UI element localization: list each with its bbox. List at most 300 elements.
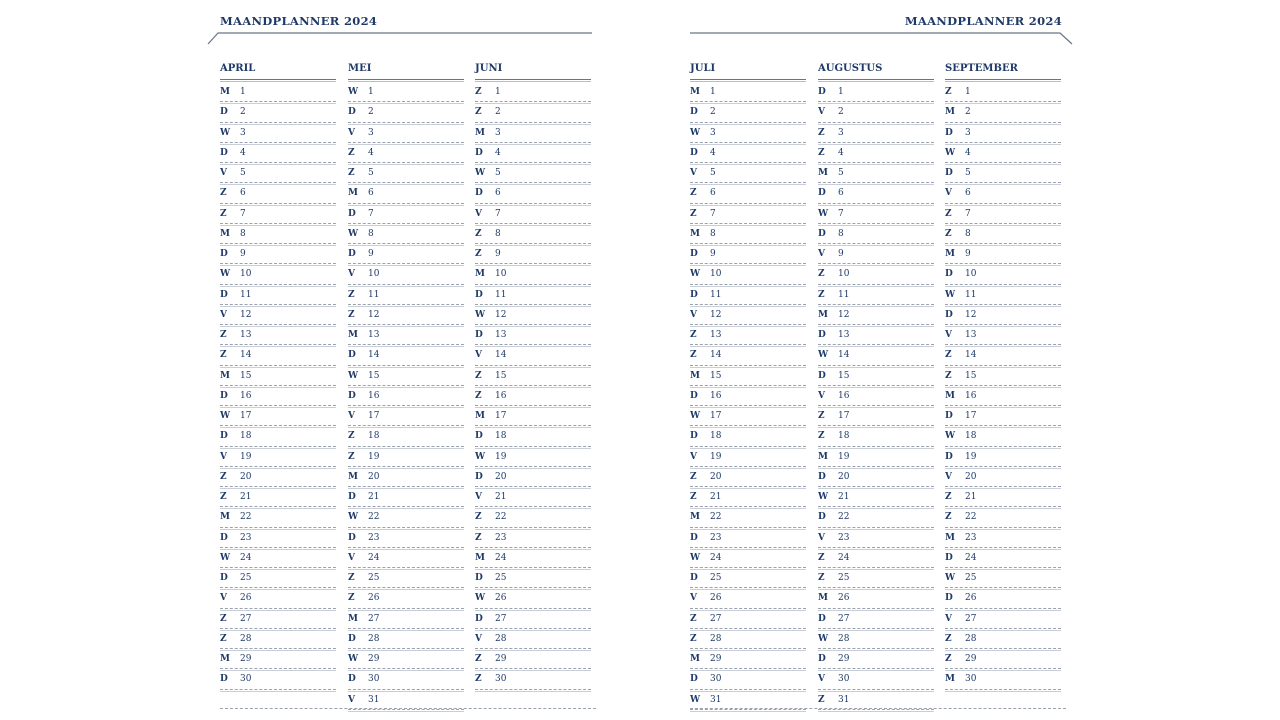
weekday-letter: Z: [220, 330, 227, 340]
day-row[interactable]: [475, 467, 591, 487]
weekday-letter: V: [475, 633, 482, 644]
day-row[interactable]: [818, 163, 934, 183]
day-row[interactable]: [945, 325, 1061, 345]
day-row[interactable]: [818, 406, 934, 426]
day-row[interactable]: [690, 588, 806, 608]
day-row[interactable]: [690, 406, 806, 426]
day-row[interactable]: [348, 305, 464, 325]
weekday-letter: Z: [348, 451, 355, 462]
weekday-letter: W: [475, 451, 486, 462]
day-row[interactable]: [475, 609, 591, 629]
day-row[interactable]: [348, 609, 464, 629]
day-row[interactable]: [945, 487, 1061, 507]
day-row[interactable]: [690, 345, 806, 365]
day-row[interactable]: [348, 102, 464, 122]
day-row[interactable]: [348, 467, 464, 487]
day-row[interactable]: [348, 183, 464, 203]
day-row[interactable]: [818, 447, 934, 467]
day-row[interactable]: [945, 224, 1061, 244]
day-row[interactable]: [220, 528, 336, 548]
weekday-letter: Z: [475, 370, 482, 381]
day-row[interactable]: [818, 285, 934, 305]
day-row[interactable]: [690, 305, 806, 325]
day-row[interactable]: [348, 588, 464, 608]
weekday-letter: D: [475, 330, 483, 340]
day-number: 18: [240, 431, 252, 442]
weekday-letter: D: [220, 431, 228, 442]
day-row[interactable]: [945, 568, 1061, 588]
weekday-letter: D: [475, 431, 483, 442]
weekday-letter: M: [220, 228, 230, 239]
day-row[interactable]: [220, 447, 336, 467]
day-number: 10: [710, 269, 722, 280]
day-row[interactable]: [475, 487, 591, 507]
day-number: 26: [838, 593, 850, 604]
day-row[interactable]: [348, 528, 464, 548]
day-number: 20: [710, 471, 722, 482]
day-number: 1: [838, 87, 844, 97]
day-row[interactable]: [475, 102, 591, 122]
day-row[interactable]: [220, 143, 336, 163]
day-number: 14: [710, 350, 722, 361]
day-number: 11: [368, 289, 380, 300]
day-row[interactable]: [475, 548, 591, 568]
weekday-letter: Z: [348, 593, 355, 604]
day-row[interactable]: [475, 507, 591, 527]
day-row[interactable]: [475, 568, 591, 588]
weekday-letter: D: [690, 147, 698, 158]
day-row[interactable]: [475, 406, 591, 426]
day-number: 30: [240, 674, 252, 685]
day-row[interactable]: [690, 143, 806, 163]
day-row[interactable]: [220, 325, 336, 345]
day-row[interactable]: [220, 345, 336, 365]
day-row[interactable]: [475, 386, 591, 406]
day-row[interactable]: [220, 548, 336, 568]
weekday-letter: D: [945, 411, 953, 421]
day-row[interactable]: [690, 507, 806, 527]
day-number: 2: [495, 107, 501, 118]
day-row[interactable]: [818, 102, 934, 122]
weekday-letter: M: [945, 532, 955, 543]
day-row[interactable]: [348, 224, 464, 244]
day-row[interactable]: [220, 568, 336, 588]
day-row[interactable]: [348, 649, 464, 669]
day-row[interactable]: [818, 204, 934, 224]
day-row[interactable]: [475, 325, 591, 345]
day-row[interactable]: [690, 264, 806, 284]
day-row[interactable]: [348, 123, 464, 143]
day-row[interactable]: [818, 568, 934, 588]
day-row[interactable]: [475, 447, 591, 467]
day-row[interactable]: [818, 325, 934, 345]
day-row[interactable]: [690, 204, 806, 224]
day-number: 5: [368, 168, 374, 178]
day-row[interactable]: [945, 204, 1061, 224]
day-row[interactable]: [945, 528, 1061, 548]
day-number: 9: [495, 249, 501, 259]
day-row[interactable]: [690, 690, 806, 710]
day-row[interactable]: [475, 345, 591, 365]
day-row[interactable]: [220, 406, 336, 426]
day-row[interactable]: [818, 143, 934, 163]
day-row[interactable]: [690, 224, 806, 244]
day-row[interactable]: [945, 507, 1061, 527]
day-number: 25: [710, 573, 722, 583]
day-row[interactable]: [818, 609, 934, 629]
day-row[interactable]: [348, 82, 464, 102]
page-title: MAANDPLANNER 2024: [904, 14, 1062, 28]
day-row[interactable]: [945, 163, 1061, 183]
day-number: 29: [368, 654, 380, 664]
day-row[interactable]: [818, 467, 934, 487]
weekday-letter: W: [690, 552, 701, 563]
day-row[interactable]: [475, 264, 591, 284]
weekday-letter: D: [348, 107, 356, 118]
weekday-letter: M: [220, 370, 230, 381]
day-row[interactable]: [475, 143, 591, 163]
day-row[interactable]: [818, 264, 934, 284]
day-number: 25: [495, 573, 507, 583]
weekday-letter: Z: [220, 471, 227, 482]
day-row[interactable]: [945, 406, 1061, 426]
day-row[interactable]: [220, 244, 336, 264]
day-row[interactable]: [220, 183, 336, 203]
day-number: 19: [368, 451, 380, 462]
day-number: 17: [368, 411, 380, 421]
day-number: 3: [710, 127, 716, 138]
weekday-letter: D: [945, 168, 953, 178]
day-row[interactable]: [690, 183, 806, 203]
day-row[interactable]: [818, 669, 934, 689]
day-row[interactable]: [220, 467, 336, 487]
day-number: 5: [965, 168, 971, 178]
weekday-letter: Z: [945, 370, 952, 381]
day-row[interactable]: [818, 629, 934, 649]
day-number: 5: [838, 168, 844, 178]
day-row[interactable]: [818, 244, 934, 264]
day-row[interactable]: [348, 163, 464, 183]
day-row[interactable]: [945, 285, 1061, 305]
day-row[interactable]: [690, 629, 806, 649]
day-row[interactable]: [945, 82, 1061, 102]
day-row[interactable]: [220, 163, 336, 183]
day-row[interactable]: [690, 548, 806, 568]
weekday-letter: Z: [945, 228, 952, 239]
day-number: 8: [240, 228, 246, 239]
day-row[interactable]: [818, 507, 934, 527]
day-row[interactable]: [945, 123, 1061, 143]
weekday-letter: Z: [818, 147, 825, 158]
day-row[interactable]: [348, 568, 464, 588]
weekday-letter: Z: [818, 289, 825, 300]
day-number: 14: [240, 350, 252, 361]
day-number: 22: [495, 512, 507, 523]
day-row[interactable]: [220, 305, 336, 325]
day-number: 4: [368, 147, 374, 158]
day-row[interactable]: [945, 467, 1061, 487]
day-row[interactable]: [220, 629, 336, 649]
day-number: 14: [368, 350, 380, 361]
day-number: 25: [838, 573, 850, 583]
day-row[interactable]: [475, 629, 591, 649]
day-row[interactable]: [818, 548, 934, 568]
day-number: 16: [838, 390, 850, 401]
day-row[interactable]: [348, 447, 464, 467]
day-number: 18: [368, 431, 380, 442]
day-row[interactable]: [475, 224, 591, 244]
day-row[interactable]: [475, 426, 591, 446]
day-row[interactable]: [348, 406, 464, 426]
day-row[interactable]: [690, 82, 806, 102]
day-row[interactable]: [475, 244, 591, 264]
day-row[interactable]: [348, 345, 464, 365]
weekday-letter: D: [818, 471, 826, 482]
day-number: 7: [495, 208, 501, 219]
weekday-letter: V: [348, 269, 355, 280]
weekday-letter: W: [690, 694, 701, 705]
weekday-letter: D: [818, 228, 826, 239]
weekday-letter: V: [945, 613, 952, 624]
day-row[interactable]: [348, 507, 464, 527]
day-row[interactable]: [690, 102, 806, 122]
day-number: 1: [710, 87, 716, 97]
day-row[interactable]: [690, 163, 806, 183]
day-row[interactable]: [818, 123, 934, 143]
day-row[interactable]: [818, 528, 934, 548]
day-number: 21: [495, 492, 507, 502]
weekday-letter: W: [945, 573, 956, 583]
day-number: 21: [240, 492, 252, 502]
weekday-letter: D: [348, 633, 356, 644]
day-row[interactable]: [945, 426, 1061, 446]
day-row[interactable]: [690, 123, 806, 143]
day-row[interactable]: [690, 325, 806, 345]
day-number: 6: [710, 188, 716, 199]
day-number: 15: [240, 370, 252, 381]
day-row[interactable]: [220, 507, 336, 527]
day-row[interactable]: [818, 345, 934, 365]
day-row[interactable]: [475, 163, 591, 183]
weekday-letter: Z: [945, 87, 952, 97]
day-row[interactable]: [690, 487, 806, 507]
day-row[interactable]: [348, 325, 464, 345]
weekday-letter: W: [348, 654, 359, 664]
day-row[interactable]: [945, 447, 1061, 467]
weekday-letter: D: [818, 512, 826, 523]
day-row[interactable]: [348, 204, 464, 224]
day-row[interactable]: [818, 386, 934, 406]
day-row[interactable]: [475, 183, 591, 203]
day-row[interactable]: [348, 285, 464, 305]
weekday-letter: Z: [475, 249, 482, 259]
day-row[interactable]: [220, 487, 336, 507]
weekday-letter: D: [945, 451, 953, 462]
day-row[interactable]: [818, 588, 934, 608]
page-title: MAANDPLANNER 2024: [220, 14, 378, 28]
day-row[interactable]: [220, 609, 336, 629]
day-row[interactable]: [348, 143, 464, 163]
day-row[interactable]: [945, 102, 1061, 122]
weekday-letter: Z: [690, 613, 697, 624]
day-row[interactable]: [690, 649, 806, 669]
weekday-letter: M: [348, 188, 358, 199]
day-row[interactable]: [945, 366, 1061, 386]
day-row[interactable]: [348, 366, 464, 386]
day-row[interactable]: [348, 487, 464, 507]
bottom-rule: [220, 708, 596, 709]
weekday-letter: M: [475, 127, 485, 138]
day-row[interactable]: [220, 123, 336, 143]
day-row[interactable]: [220, 669, 336, 689]
day-number: 2: [838, 107, 844, 118]
day-row[interactable]: [945, 386, 1061, 406]
weekday-letter: Z: [690, 471, 697, 482]
day-row[interactable]: [220, 588, 336, 608]
weekday-letter: D: [348, 492, 356, 502]
day-row[interactable]: [945, 649, 1061, 669]
weekday-letter: Z: [945, 208, 952, 219]
weekday-letter: M: [945, 390, 955, 401]
day-row[interactable]: [348, 386, 464, 406]
day-row[interactable]: [690, 426, 806, 446]
day-number: 29: [965, 654, 977, 664]
day-row[interactable]: [818, 690, 934, 710]
day-row[interactable]: [348, 264, 464, 284]
weekday-letter: Z: [945, 350, 952, 361]
weekday-letter: W: [220, 552, 231, 563]
weekday-letter: V: [475, 350, 482, 361]
day-row[interactable]: [818, 224, 934, 244]
day-row[interactable]: [690, 568, 806, 588]
day-row[interactable]: [945, 143, 1061, 163]
day-row[interactable]: [220, 102, 336, 122]
day-row[interactable]: [690, 366, 806, 386]
day-row[interactable]: [690, 447, 806, 467]
day-row[interactable]: [348, 690, 464, 710]
day-row[interactable]: [348, 548, 464, 568]
day-row[interactable]: [348, 669, 464, 689]
day-number: 24: [495, 552, 507, 563]
day-row[interactable]: [690, 285, 806, 305]
day-row[interactable]: [475, 82, 591, 102]
day-row[interactable]: [945, 629, 1061, 649]
day-row[interactable]: [348, 426, 464, 446]
day-row[interactable]: [220, 285, 336, 305]
day-row[interactable]: [348, 244, 464, 264]
day-row[interactable]: [945, 669, 1061, 689]
day-row[interactable]: [475, 528, 591, 548]
day-row[interactable]: [818, 183, 934, 203]
day-row[interactable]: [475, 305, 591, 325]
weekday-letter: Z: [690, 330, 697, 340]
day-row[interactable]: [475, 649, 591, 669]
day-row[interactable]: [220, 649, 336, 669]
day-row[interactable]: [475, 588, 591, 608]
right-page: [686, 0, 1076, 720]
day-row[interactable]: [220, 366, 336, 386]
day-number: 13: [495, 330, 507, 340]
day-row[interactable]: [220, 82, 336, 102]
day-row[interactable]: [818, 649, 934, 669]
day-row[interactable]: [475, 123, 591, 143]
weekday-letter: W: [690, 269, 701, 280]
day-row[interactable]: [818, 426, 934, 446]
day-row[interactable]: [945, 264, 1061, 284]
day-number: 15: [710, 370, 722, 381]
day-number: 16: [495, 390, 507, 401]
day-row[interactable]: [220, 204, 336, 224]
weekday-letter: M: [818, 309, 828, 320]
day-row[interactable]: [945, 588, 1061, 608]
day-row[interactable]: [945, 345, 1061, 365]
weekday-letter: D: [690, 390, 698, 401]
day-row[interactable]: [690, 386, 806, 406]
day-number: 16: [710, 390, 722, 401]
day-row[interactable]: [690, 467, 806, 487]
day-row[interactable]: [690, 528, 806, 548]
day-row[interactable]: [945, 609, 1061, 629]
month-column: [475, 62, 591, 690]
weekday-letter: W: [945, 289, 956, 300]
day-row[interactable]: [220, 224, 336, 244]
bottom-rule: [690, 708, 1066, 709]
day-row[interactable]: [348, 629, 464, 649]
day-row[interactable]: [945, 548, 1061, 568]
day-row[interactable]: [220, 426, 336, 446]
day-number: 4: [240, 147, 246, 158]
day-number: 20: [240, 471, 252, 482]
day-row[interactable]: [945, 183, 1061, 203]
weekday-letter: Z: [348, 573, 355, 583]
weekday-letter: D: [945, 269, 953, 280]
day-number: 23: [965, 532, 977, 543]
day-row[interactable]: [475, 366, 591, 386]
day-row[interactable]: [475, 285, 591, 305]
weekday-letter: V: [475, 492, 482, 502]
day-row[interactable]: [818, 487, 934, 507]
day-row[interactable]: [690, 244, 806, 264]
day-row[interactable]: [690, 609, 806, 629]
day-number: 8: [368, 228, 374, 239]
weekday-letter: D: [220, 249, 228, 259]
day-row[interactable]: [945, 305, 1061, 325]
day-number: 16: [368, 390, 380, 401]
weekday-letter: M: [348, 613, 358, 624]
header-rule: [686, 29, 1076, 47]
day-row[interactable]: [818, 82, 934, 102]
weekday-letter: Z: [945, 492, 952, 502]
weekday-letter: D: [348, 532, 356, 543]
weekday-letter: W: [818, 350, 829, 361]
day-row[interactable]: [220, 386, 336, 406]
day-number: 14: [495, 350, 507, 361]
weekday-letter: Z: [475, 228, 482, 239]
day-row[interactable]: [690, 669, 806, 689]
day-row[interactable]: [475, 669, 591, 689]
weekday-letter: D: [818, 188, 826, 199]
weekday-letter: D: [348, 674, 356, 685]
day-number: 19: [240, 451, 252, 462]
day-row[interactable]: [475, 204, 591, 224]
weekday-letter: D: [220, 674, 228, 685]
day-row[interactable]: [818, 305, 934, 325]
weekday-letter: V: [945, 188, 952, 199]
day-row[interactable]: [220, 264, 336, 284]
day-number: 3: [495, 127, 501, 138]
day-row[interactable]: [945, 244, 1061, 264]
day-row[interactable]: [818, 366, 934, 386]
